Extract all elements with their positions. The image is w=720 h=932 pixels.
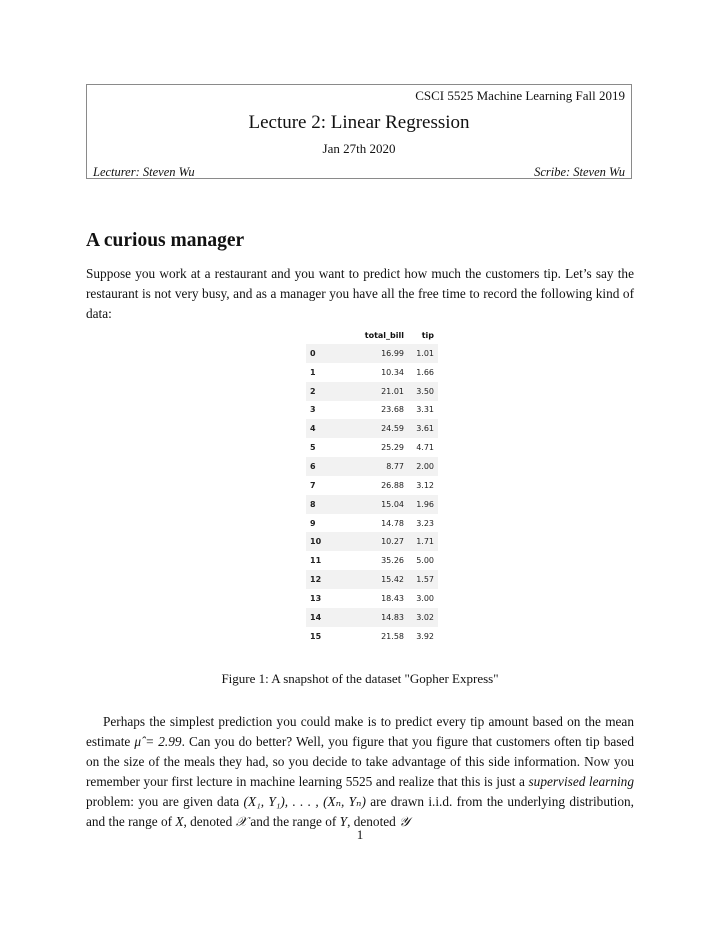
row-index: 1 [310,367,316,377]
tip-cell: 3.12 [416,480,434,490]
scribe: Scribe: Steven Wu [534,165,625,179]
tip-cell: 3.02 [408,608,438,627]
total-bill-cell: 10.27 [344,532,408,551]
total-bill-cell: 26.88 [381,480,404,490]
table-row [306,419,438,438]
text-span: , denoted [347,814,400,829]
total-bill-cell: 10.34 [381,367,404,377]
total-bill-cell: 14.78 [381,518,404,528]
cal-y-math: 𝒴 [399,815,410,830]
tip-cell: 3.00 [416,593,434,603]
total-bill-cell: 23.68 [381,405,404,415]
index-header [306,326,344,344]
table-row [306,401,438,420]
text-span: are drawn i.i.d. from the underlying distribution, and the range of [86,794,634,829]
lecture-header-box [86,84,632,179]
lecture-title: Lecture 2: Linear Regression [248,112,470,133]
row-index: 4 [306,419,344,438]
table-body [306,344,438,646]
table-header-row [306,326,438,344]
tip-cell: 1.71 [408,532,438,551]
total-bill-cell: 16.99 [344,344,408,363]
table-row [306,344,438,363]
row-index: 7 [310,480,316,490]
tip-cell: 2.00 [408,457,438,476]
table-row [306,382,438,401]
table-row [306,514,438,533]
row-index: 14 [306,608,344,627]
row-index: 10 [306,532,344,551]
tip-cell: 1.96 [408,495,438,514]
total-bill-cell: 21.01 [344,382,408,401]
table-row [306,589,438,608]
text-span: Perhaps the simplest prediction you could make is to predict every tip amount based on the mean estimate [86,714,634,749]
supervised-learning-term: supervised learning [528,774,634,789]
row-index: 5 [310,443,316,453]
total-bill-cell: 8.77 [344,457,408,476]
total-bill-cell: 25.29 [381,443,404,453]
tip-cell: 3.61 [408,419,438,438]
row-index: 12 [306,570,344,589]
lecture-date: Jan 27th 2020 [322,141,396,156]
total-bill-cell: 18.43 [381,593,404,603]
tip-cell: 1.01 [408,344,438,363]
row-index: 15 [310,631,322,641]
table-row [306,570,438,589]
page-number: 1 [356,827,364,842]
total-bill-cell: 14.83 [344,608,408,627]
total-bill-cell: 15.04 [344,495,408,514]
total-bill-cell: 21.58 [381,631,404,641]
tip-cell: 1.57 [408,570,438,589]
row-index: 0 [306,344,344,363]
row-index: 11 [310,556,322,566]
total-bill-cell: 15.42 [344,570,408,589]
text-span: . Can you do better? Well, you figure that you figure that customers often tip based on the size of the meals they had, so you decide to take advantage of this side information. Now you remember your first lecture in machine learning 5525 and realize that this is just a [86,734,634,789]
table-row [306,438,438,457]
tip-cell: 3.23 [416,518,434,528]
total-bill-cell: 35.26 [381,556,404,566]
row-index: 9 [310,518,316,528]
body-paragraph [86,712,634,833]
column-header-total-bill: total_bill [364,330,404,340]
cal-x-math: 𝒳 [235,815,247,830]
text-span: and the range of [247,814,340,829]
section-heading: A curious manager [86,230,245,251]
dataset-table [306,326,438,646]
course-name: CSCI 5525 Machine Learning Fall 2019 [415,88,625,103]
text-span: , denoted [183,814,236,829]
total-bill-cell: 24.59 [344,419,408,438]
tip-cell: 3.92 [416,631,434,641]
data-math: (X₁, Y₁), . . . , (Xₙ, Yₙ) [243,794,366,809]
row-index: 2 [306,382,344,401]
tip-cell: 3.50 [408,382,438,401]
tip-cell: 5.00 [416,556,434,566]
column-header-tip: tip [421,330,434,340]
mu-hat-math: μ̂ = 2.99 [134,734,182,749]
table-row [306,363,438,382]
row-index: 13 [310,593,322,603]
y-math: Y [339,814,348,829]
row-index: 6 [306,457,344,476]
tip-cell: 1.66 [416,367,434,377]
figure-caption: Figure 1: A snapshot of the dataset "Gopher Express" [221,671,499,686]
lecturer: Lecturer: Steven Wu [93,165,195,179]
text-span: problem: you are given data [86,794,244,809]
row-index: 3 [310,405,316,415]
table-row [306,532,438,551]
tip-cell: 4.71 [416,443,434,453]
tip-cell: 3.31 [416,405,434,415]
table-row [306,476,438,495]
table-row [306,627,438,646]
table-row [306,495,438,514]
table-row [306,608,438,627]
x-math: X [175,814,184,829]
table-row [306,457,438,476]
row-index: 8 [306,495,344,514]
table-row [306,551,438,570]
intro-paragraph: Suppose you work at a restaurant and you want to predict how much the customers tip. Let’s say the restaurant is not very busy, and as a manager you have all the free time to record the following kind of data: [86,266,634,321]
